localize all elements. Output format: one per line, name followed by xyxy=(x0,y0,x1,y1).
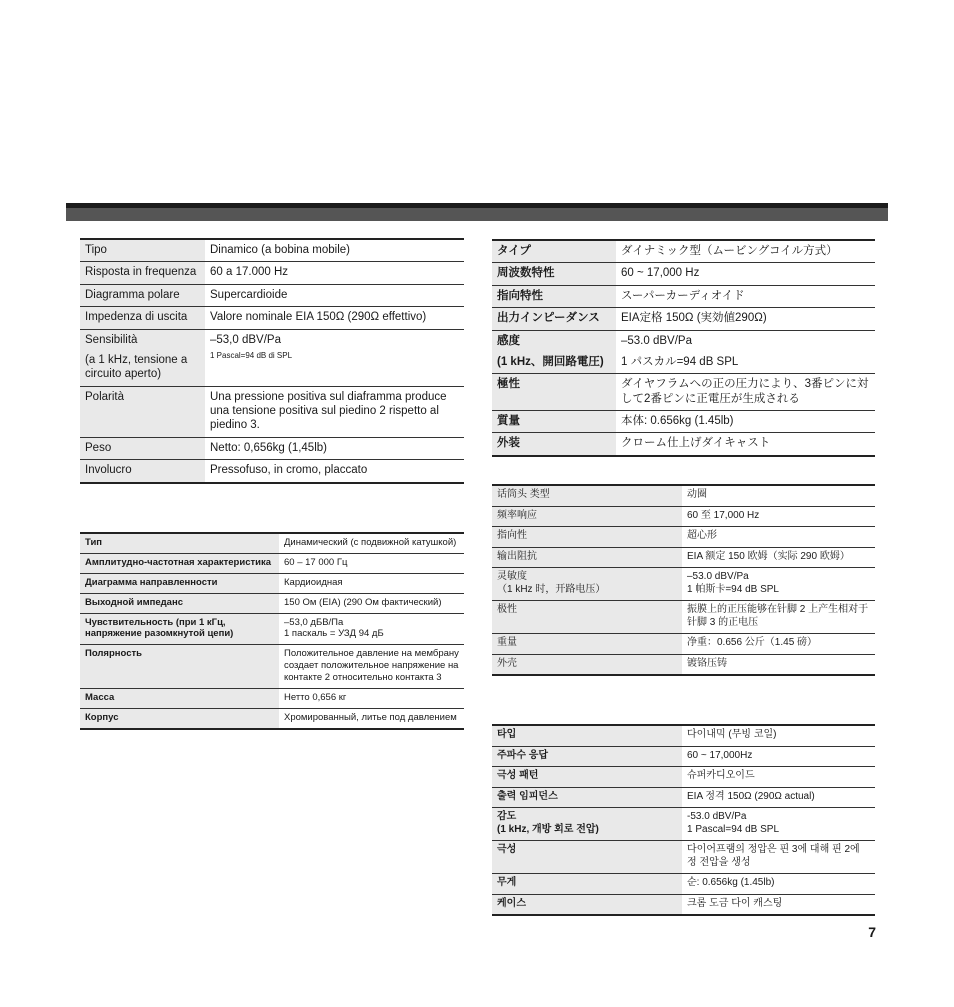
table-row xyxy=(80,593,464,613)
table-row xyxy=(492,433,875,456)
spec-label: Sensibilità xyxy=(85,333,138,346)
spec-note: 1 帕斯卡=94 dB SPL xyxy=(687,583,779,595)
spec-label: Корпус xyxy=(80,708,279,728)
spec-value-cell xyxy=(279,613,464,645)
spec-value: 60 a 17.000 Hz xyxy=(205,262,464,284)
spec-table-italian xyxy=(80,238,464,484)
table-row xyxy=(80,533,464,553)
table-row xyxy=(492,263,875,285)
spec-label: 灵敏度 xyxy=(497,571,527,582)
table-row xyxy=(492,285,875,307)
spec-label: 감도 xyxy=(497,811,517,822)
table-row xyxy=(492,485,875,506)
spec-value: EIA定格 150Ω (実効値290Ω) xyxy=(616,308,875,330)
spec-value: 60 至 17,000 Hz xyxy=(682,506,875,527)
table-row xyxy=(80,708,464,728)
table-row xyxy=(492,308,875,330)
spec-label: Involucro xyxy=(80,460,205,483)
spec-value: Supercardioide xyxy=(205,284,464,306)
spec-value: 순: 0.656kg (1.45lb) xyxy=(682,874,875,895)
spec-label: 무게 xyxy=(492,874,682,895)
page-number: 7 xyxy=(868,924,876,940)
table-row xyxy=(80,239,464,262)
spec-note: 1 паскаль = УЗД 94 дБ xyxy=(284,628,384,640)
spec-value: EIA 정격 150Ω (290Ω actual) xyxy=(682,787,875,808)
spec-value: 다이어프램의 정압은 핀 3에 대해 핀 2에 정 전압을 생성 xyxy=(682,841,875,874)
table-row xyxy=(492,787,875,808)
spec-label: 극성 xyxy=(492,841,682,874)
spec-value: 150 Ом (EIA) (290 Ом фактический) xyxy=(279,593,464,613)
spec-label: 極性 xyxy=(492,374,616,411)
table-row xyxy=(492,352,875,374)
spec-value: Нетто 0,656 кг xyxy=(279,688,464,708)
spec-value: 本体: 0.656kg (1.45lb) xyxy=(616,411,875,433)
spec-table-chinese xyxy=(492,484,875,676)
spec-label: 出力インピーダンス xyxy=(492,308,616,330)
spec-label: Risposta in frequenza xyxy=(80,262,205,284)
spec-value: –53,0 дБВ/Па xyxy=(284,616,344,628)
table-row xyxy=(80,460,464,483)
table-row xyxy=(80,307,464,329)
spec-value: 振膜上的正压能够在针脚 2 上产生相对于针脚 3 的正电压 xyxy=(682,601,875,634)
spec-label: 指向性 xyxy=(492,527,682,548)
spec-table-russian xyxy=(80,532,464,730)
table-row xyxy=(492,568,875,601)
table-row xyxy=(80,329,464,386)
spec-label-cell xyxy=(492,808,682,841)
spec-note: 1 Pascal=94 dB SPL xyxy=(687,823,780,835)
table-row xyxy=(492,547,875,568)
spec-value-cell xyxy=(682,568,875,601)
spec-value: 镀铬压铸 xyxy=(682,654,875,675)
spec-label: 重量 xyxy=(492,634,682,655)
table-row xyxy=(492,527,875,548)
spec-label: Polarità xyxy=(80,386,205,437)
table-row xyxy=(492,894,875,915)
spec-label: 출력 임피던스 xyxy=(492,787,682,808)
spec-value: Хромированный, литье под давлением xyxy=(279,708,464,728)
table-row xyxy=(492,601,875,634)
table-row xyxy=(80,688,464,708)
spec-label-cell xyxy=(80,329,205,386)
spec-label: Масса xyxy=(80,688,279,708)
spec-value: 60 – 17 000 Гц xyxy=(279,553,464,573)
spec-value: Кардиоидная xyxy=(279,573,464,593)
spec-value: 60 ~ 17,000Hz xyxy=(682,746,875,767)
spec-label: 话筒头 类型 xyxy=(492,485,682,506)
spec-sublabel: （1 kHz 时，开路电压） xyxy=(497,583,606,595)
spec-value: –53,0 dBV/Pa xyxy=(210,333,281,346)
section-header-bar xyxy=(66,203,888,221)
spec-value: 净重：0.656 公斤（1.45 磅） xyxy=(682,634,875,655)
table-row xyxy=(492,767,875,788)
spec-value-cell xyxy=(205,329,464,386)
spec-sublabel: (a 1 kHz, tensione a circuito aperto) xyxy=(85,353,188,381)
table-row xyxy=(80,284,464,306)
spec-value: Динамический (с подвижной катушкой) xyxy=(279,533,464,553)
spec-value: 크롬 도금 다이 캐스팅 xyxy=(682,894,875,915)
spec-label: 質量 xyxy=(492,411,616,433)
table-row xyxy=(492,506,875,527)
spec-value: 다이내믹 (무빙 코일) xyxy=(682,725,875,746)
spec-label: 极性 xyxy=(492,601,682,634)
spec-value: ダイナミック型（ムービングコイル方式） xyxy=(616,240,875,263)
spec-value: Pressofuso, in cromo, placcato xyxy=(205,460,464,483)
spec-label: Тип xyxy=(80,533,279,553)
spec-label: 타입 xyxy=(492,725,682,746)
spec-value: クローム仕上げダイキャスト xyxy=(616,433,875,456)
spec-table-korean xyxy=(492,724,875,916)
table-row xyxy=(492,725,875,746)
spec-label: 指向特性 xyxy=(492,285,616,307)
spec-value: EIA 额定 150 欧姆（实际 290 欧姆） xyxy=(682,547,875,568)
table-row xyxy=(80,262,464,284)
spec-label: Tipo xyxy=(80,239,205,262)
spec-label: 外装 xyxy=(492,433,616,456)
spec-label: (1 kHz、開回路電圧) xyxy=(492,352,616,374)
spec-note: 1 Pascal=94 dB di SPL xyxy=(210,350,293,360)
table-row xyxy=(80,573,464,593)
spec-label: タイプ xyxy=(492,240,616,263)
spec-label: Diagramma polare xyxy=(80,284,205,306)
spec-value: Netto: 0,656kg (1,45lb) xyxy=(205,437,464,459)
spec-value: 60 ~ 17,000 Hz xyxy=(616,263,875,285)
spec-label: Амплитудно-частотная характеристика xyxy=(80,553,279,573)
spec-value: 1 パスカル=94 dB SPL xyxy=(616,352,875,374)
spec-label: Peso xyxy=(80,437,205,459)
spec-value: 超心形 xyxy=(682,527,875,548)
spec-label: 주파수 응답 xyxy=(492,746,682,767)
spec-value: スーパーカーディオイド xyxy=(616,285,875,307)
spec-label: Полярность xyxy=(80,645,279,689)
spec-value: –53.0 dBV/Pa xyxy=(687,571,749,582)
table-row xyxy=(80,386,464,437)
spec-label: 周波数特性 xyxy=(492,263,616,285)
spec-value: Положительное давление на мембрану создает положительное напряжение на контакте 2 относительно контакта 3 xyxy=(279,645,464,689)
table-row xyxy=(492,634,875,655)
table-row xyxy=(80,553,464,573)
spec-sublabel: (1 kHz, 개방 회로 전압) xyxy=(497,823,599,835)
spec-label: Impedenza di uscita xyxy=(80,307,205,329)
table-row xyxy=(492,746,875,767)
spec-table-japanese xyxy=(492,239,875,457)
table-row xyxy=(492,808,875,841)
spec-value: Una pressione positiva sul diaframma produce una tensione positiva sul piedino 2 rispetto al piedino 3. xyxy=(205,386,464,437)
spec-label: Диаграмма направленности xyxy=(80,573,279,593)
spec-value: -53.0 dBV/Pa xyxy=(687,811,747,822)
spec-label: 外壳 xyxy=(492,654,682,675)
spec-label: Чувствительность (при 1 кГц, напряжение разомкнутой цепи) xyxy=(80,613,279,645)
table-row xyxy=(492,240,875,263)
table-row xyxy=(80,437,464,459)
table-row xyxy=(492,374,875,411)
table-row xyxy=(80,645,464,689)
table-row xyxy=(80,613,464,645)
spec-value: Dinamico (a bobina mobile) xyxy=(205,239,464,262)
spec-label: 극성 패턴 xyxy=(492,767,682,788)
table-row xyxy=(492,874,875,895)
table-row xyxy=(492,841,875,874)
spec-label: Выходной импеданс xyxy=(80,593,279,613)
table-row xyxy=(492,654,875,675)
spec-label: 频率响应 xyxy=(492,506,682,527)
spec-label: 感度 xyxy=(492,330,616,352)
spec-value: ダイヤフラムへの正の圧力により、3番ピンに対して2番ピンに正電圧が生成される xyxy=(616,374,875,411)
spec-value: 动圈 xyxy=(682,485,875,506)
spec-value: 슈퍼카디오이드 xyxy=(682,767,875,788)
table-row xyxy=(492,330,875,352)
spec-value: Valore nominale EIA 150Ω (290Ω effettivo) xyxy=(205,307,464,329)
spec-value: –53.0 dBV/Pa xyxy=(621,334,692,347)
spec-label: 输出阻抗 xyxy=(492,547,682,568)
table-row xyxy=(492,411,875,433)
spec-label: 케이스 xyxy=(492,894,682,915)
spec-label-cell xyxy=(492,568,682,601)
spec-value-cell xyxy=(682,808,875,841)
